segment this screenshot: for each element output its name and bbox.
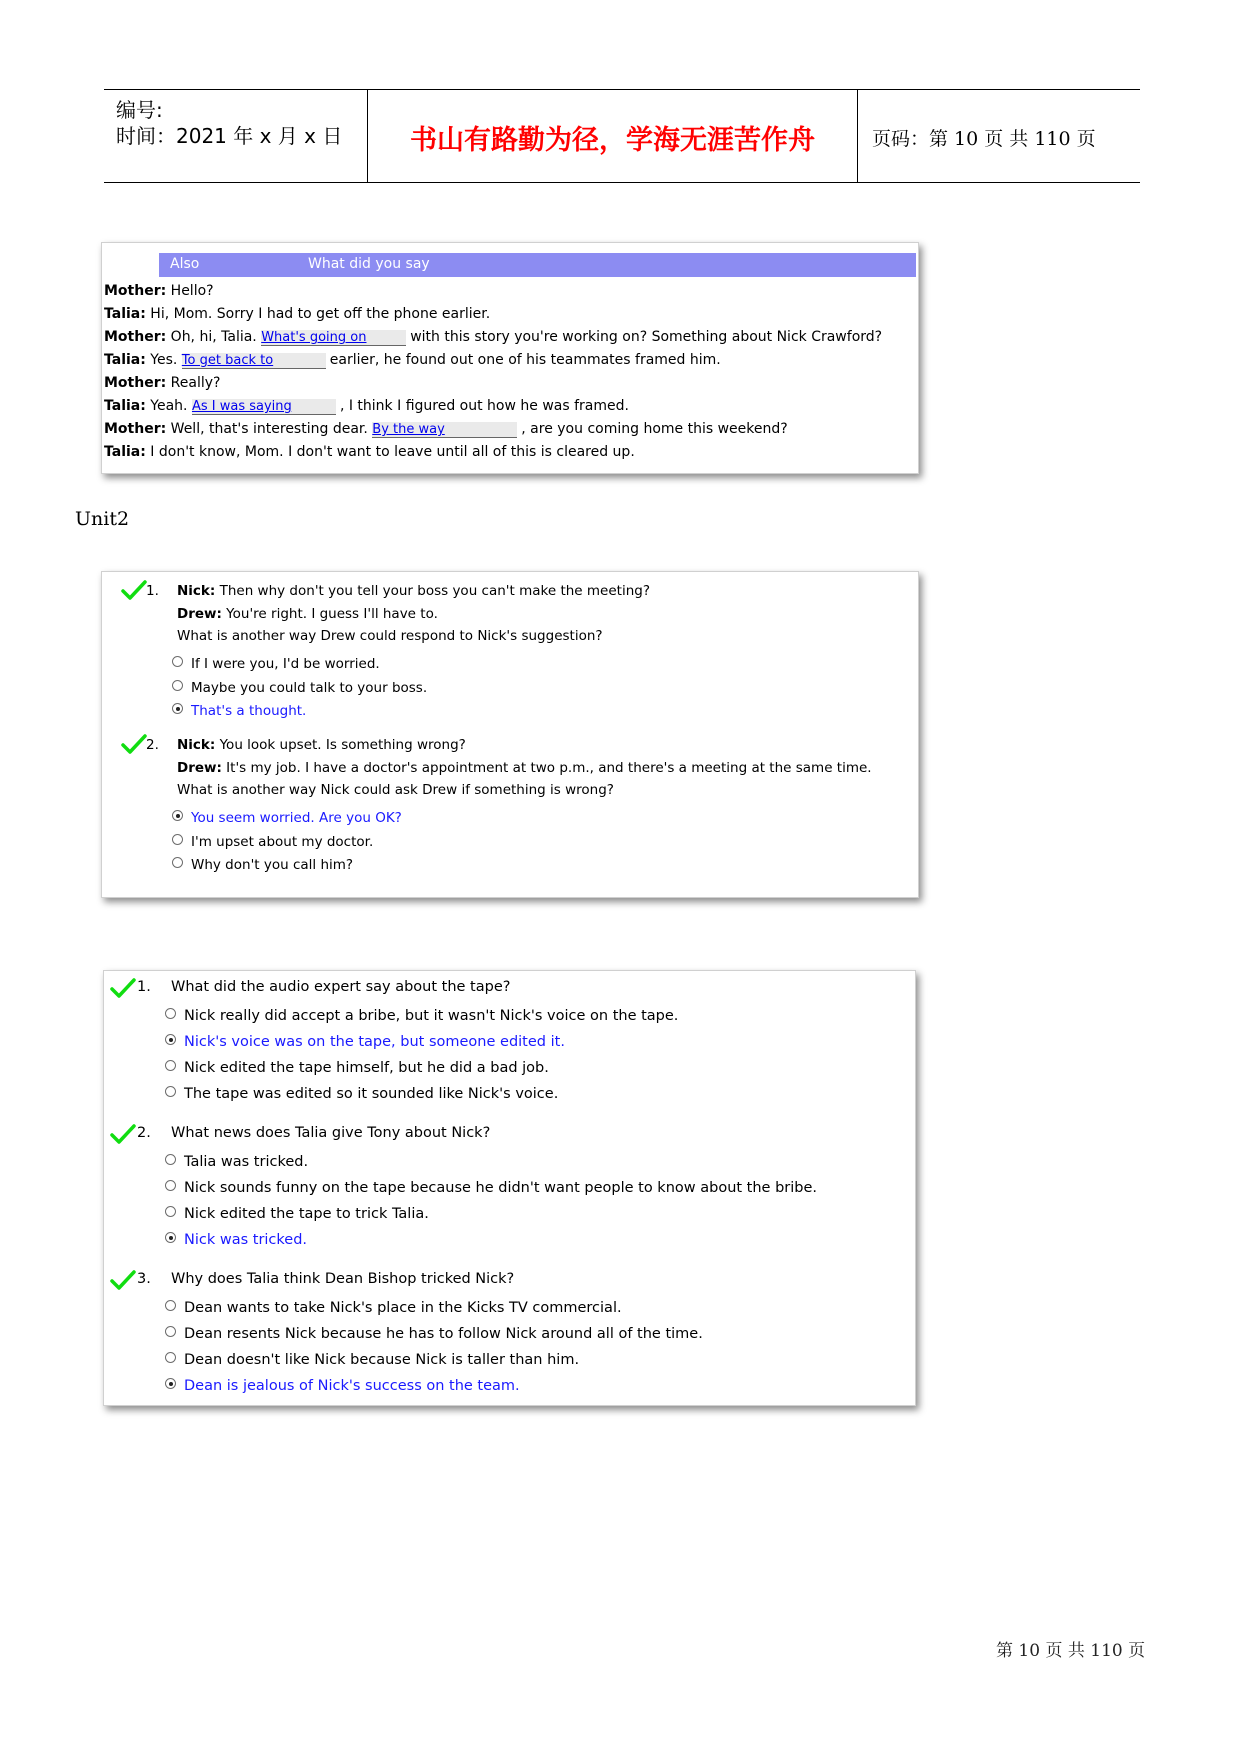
radio-button[interactable] <box>165 1352 176 1363</box>
speaker-name: Drew: <box>177 759 222 776</box>
answer-option[interactable] <box>172 656 380 672</box>
answer-option[interactable] <box>172 834 373 850</box>
option-text: Nick sounds funny on the tape because he didn't want people to know about the bribe. <box>184 1180 818 1196</box>
question-number: 1. <box>137 979 151 995</box>
speaker-name: Nick: <box>177 737 216 753</box>
dialog-line <box>104 375 220 391</box>
option-text: Dean is jealous of Nick's success on the team. <box>184 1378 520 1394</box>
option-text: Maybe you could talk to your boss. <box>191 679 428 696</box>
line-text: Hi, Mom. Sorry I had to get off the phone earlier. <box>145 306 491 322</box>
radio-button[interactable] <box>172 680 183 691</box>
answer-option[interactable] <box>172 680 427 696</box>
answer-option[interactable] <box>165 1232 307 1248</box>
dialog-line <box>104 398 629 415</box>
radio-button[interactable] <box>165 1154 176 1165</box>
radio-button[interactable] <box>165 1300 176 1311</box>
radio-button[interactable] <box>172 703 183 714</box>
header-motto-cell <box>368 90 858 182</box>
radio-button[interactable] <box>165 1034 176 1045</box>
answer-blank[interactable]: To get back to <box>182 353 326 369</box>
correct-check-icon <box>109 1123 137 1145</box>
line-text: What is another way Drew could respond to Nick's suggestion? <box>177 628 603 644</box>
answer-option[interactable] <box>165 1034 565 1050</box>
line-text: I don't know, Mom. I don't want to leave until all of this is cleared up. <box>145 444 635 460</box>
question-line <box>177 760 872 776</box>
speaker-name: Mother: <box>104 283 167 299</box>
option-text: Nick really did accept a bribe, but it wasn't Nick's voice on the tape. <box>184 1008 679 1024</box>
answer-option[interactable] <box>165 1326 703 1342</box>
speaker-name: Nick: <box>177 583 216 599</box>
option-text: Nick's voice was on the tape, but someone edited it. <box>184 1034 565 1050</box>
speaker-name: Mother: <box>104 375 167 391</box>
line-text: , I think I figured out how he was framed. <box>339 398 629 414</box>
speaker-name: Talia: <box>104 352 146 368</box>
radio-button[interactable] <box>165 1008 176 1019</box>
answer-option[interactable] <box>172 703 306 719</box>
answer-option[interactable] <box>165 1352 579 1368</box>
answer-option[interactable] <box>165 1378 520 1394</box>
option-text: Dean resents Nick because he has to follow Nick around all of the time. <box>184 1326 703 1342</box>
radio-button[interactable] <box>165 1060 176 1071</box>
time-label: 时间：2021 年 x 月 x 日 <box>116 124 343 148</box>
line-text: It's my job. I have a doctor's appointment at two p.m., and there's a meeting at the same time. <box>221 759 872 776</box>
line-text: Really? <box>166 375 221 391</box>
line-text: Yeah. <box>145 398 192 414</box>
question-number: 2. <box>146 737 159 753</box>
dialog-line <box>104 329 882 346</box>
question-text: What news does Talia give Tony about Nick? <box>171 1125 491 1141</box>
dialog-exercise-panel <box>101 242 919 474</box>
speaker-name: Talia: <box>104 444 146 460</box>
answer-option[interactable] <box>172 857 353 873</box>
speaker-name: Talia: <box>104 306 146 322</box>
speaker-name: Mother: <box>104 329 167 345</box>
answer-blank[interactable]: As I was saying <box>192 399 336 415</box>
line-text: You look upset. Is something wrong? <box>215 737 466 753</box>
motto: 书山有路勤为径，学海无涯苦作舟 <box>410 125 815 156</box>
dialog-line <box>104 421 788 438</box>
radio-button[interactable] <box>165 1086 176 1097</box>
correct-check-icon <box>109 1269 137 1291</box>
question-text: What did the audio expert say about the tape? <box>171 979 511 995</box>
option-text: Dean doesn't like Nick because Nick is taller than him. <box>184 1352 580 1368</box>
correct-check-icon <box>120 579 148 601</box>
line-text: earlier, he found out one of his teammates framed him. <box>329 352 721 368</box>
option-text: I'm upset about my doctor. <box>191 833 374 850</box>
answer-option[interactable] <box>165 1206 429 1222</box>
correct-check-icon <box>120 733 148 755</box>
line-text: , are you coming home this weekend? <box>521 421 788 437</box>
question-number: 2. <box>137 1125 151 1141</box>
answer-option[interactable] <box>165 1180 817 1196</box>
speaker-name: Mother: <box>104 421 167 437</box>
answer-option[interactable] <box>165 1300 622 1316</box>
phrase-bar-right: What did you say <box>308 256 430 272</box>
radio-button[interactable] <box>165 1326 176 1337</box>
header-info-cell <box>104 90 368 182</box>
dialog-line <box>104 444 635 460</box>
option-text: The tape was edited so it sounded like Nick's voice. <box>184 1086 559 1102</box>
question-line <box>177 583 650 599</box>
page-footer: 第 10 页 共 110 页 <box>996 1641 1146 1661</box>
answer-option[interactable] <box>165 1060 549 1076</box>
radio-button[interactable] <box>165 1180 176 1191</box>
option-text: Nick was tricked. <box>184 1232 308 1248</box>
radio-button[interactable] <box>165 1232 176 1243</box>
line-text: You're right. I guess I'll have to. <box>221 605 438 622</box>
answer-blank[interactable]: By the way <box>372 422 517 438</box>
line-text: Yes. <box>145 352 182 368</box>
number-label: 编号: <box>116 98 163 122</box>
radio-button[interactable] <box>172 834 183 845</box>
option-text: That's a thought. <box>191 703 307 719</box>
quiz-panel-1 <box>101 571 919 898</box>
phrase-bar-left: Also <box>170 256 200 272</box>
unit-heading: Unit2 <box>75 508 130 530</box>
line-text: What is another way Nick could ask Drew if something is wrong? <box>177 782 614 798</box>
option-text: Nick edited the tape to trick Talia. <box>184 1206 429 1222</box>
question-text: Why does Talia think Dean Bishop tricked Nick? <box>171 1271 515 1287</box>
speaker-name: Drew: <box>177 605 222 622</box>
phrase-bar <box>159 253 916 277</box>
line-text: Then why don't you tell your boss you can't make the meeting? <box>215 583 650 599</box>
correct-check-icon <box>109 977 137 999</box>
option-text: Why don't you call him? <box>191 857 354 873</box>
line-text: Well, that's interesting dear. <box>166 421 373 437</box>
question-number: 3. <box>137 1271 151 1287</box>
option-text: Nick edited the tape himself, but he did a bad job. <box>184 1060 549 1076</box>
question-line <box>177 606 438 622</box>
option-text: If I were you, I'd be worried. <box>191 656 380 672</box>
dialog-line <box>104 352 721 369</box>
line-text: with this story you're working on? Something about Nick Crawford? <box>410 329 883 345</box>
dialog-line <box>104 283 214 299</box>
radio-button[interactable] <box>172 857 183 868</box>
question-line <box>177 782 614 798</box>
header-page-cell <box>858 90 1140 182</box>
speaker-name: Talia: <box>104 398 146 414</box>
option-text: Dean wants to take Nick's place in the Kicks TV commercial. <box>184 1300 622 1316</box>
radio-button[interactable] <box>165 1206 176 1217</box>
radio-button[interactable] <box>165 1378 176 1389</box>
answer-option[interactable] <box>172 810 402 826</box>
radio-button[interactable] <box>172 656 183 667</box>
line-text: Hello? <box>166 283 214 299</box>
page-label: 页码：第 10 页 共 110 页 <box>872 128 1096 150</box>
dialog-line <box>104 306 490 322</box>
quiz-panel-2 <box>103 970 916 1406</box>
question-number: 1. <box>146 583 159 599</box>
answer-option[interactable] <box>165 1008 678 1024</box>
answer-blank[interactable]: What's going on <box>261 330 406 346</box>
answer-option[interactable] <box>165 1154 308 1170</box>
page-header <box>104 89 1140 183</box>
line-text: Oh, hi, Talia. <box>166 329 262 345</box>
radio-button[interactable] <box>172 810 183 821</box>
question-line <box>177 737 466 753</box>
option-text: Talia was tricked. <box>184 1154 309 1170</box>
option-text: You seem worried. Are you OK? <box>191 810 402 826</box>
question-line <box>177 628 603 644</box>
answer-option[interactable] <box>165 1086 558 1102</box>
